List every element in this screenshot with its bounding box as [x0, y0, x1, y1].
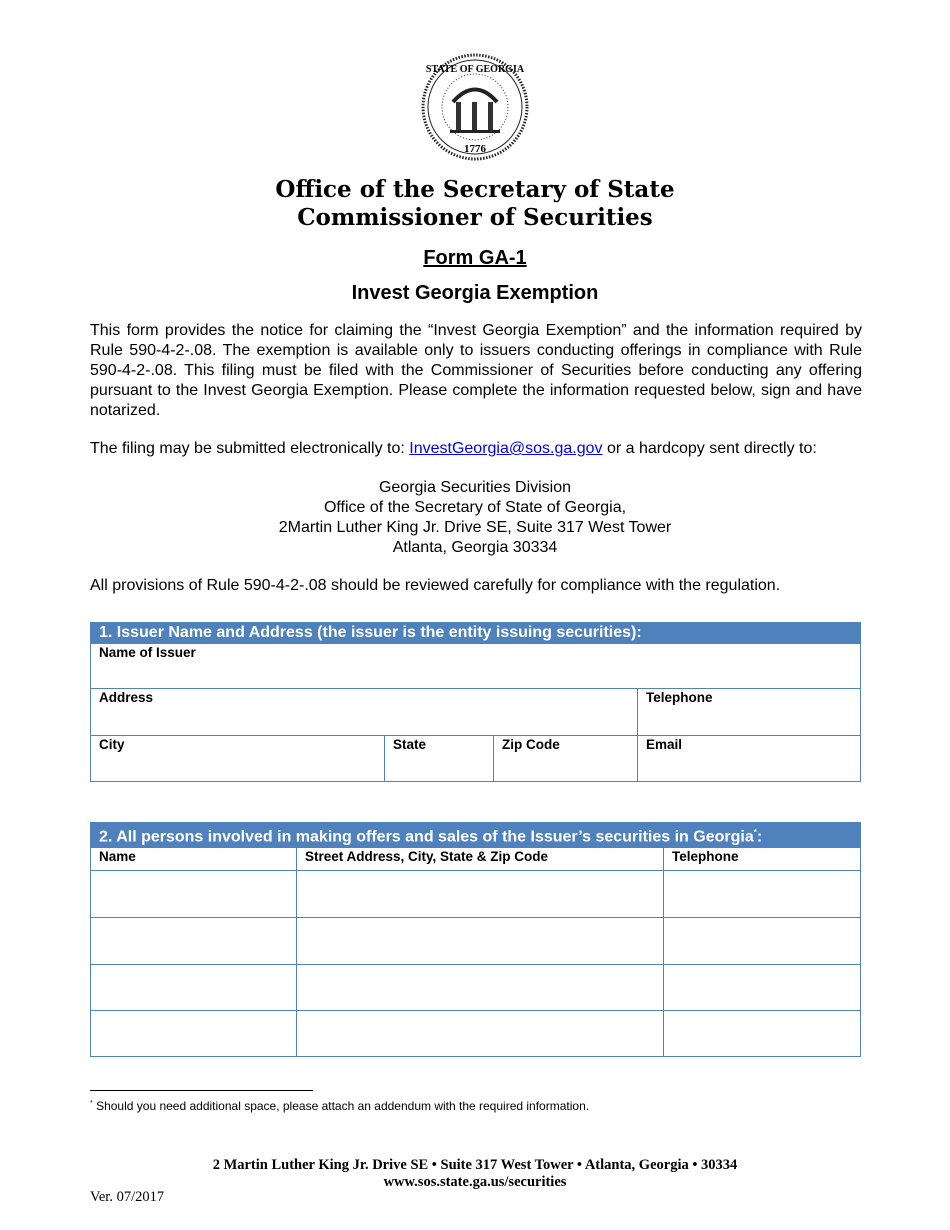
field-label: Telephone [646, 690, 713, 705]
address-cell[interactable] [297, 871, 664, 918]
mailing-address [0, 478, 950, 558]
footnote-text: Should you need additional space, please attach an addendum with the required information. [92, 1099, 590, 1113]
filing-text: The filing may be submitted electronically to: [90, 440, 410, 457]
section2-header [91, 823, 861, 848]
form-id: Form GA-1 [423, 247, 527, 269]
svg-text:STATE OF GEORGIA: STATE OF GEORGIA [425, 64, 525, 75]
footnote-divider [90, 1090, 313, 1091]
city-field[interactable] [91, 736, 385, 782]
intro-paragraph: This form provides the notice for claiming the “Invest Georgia Exemption” and the information required by Rule 590-4-2-.08. The exemption is available only to issuers conducting offerings in compliance with Rule 590-4-2-.08. This filing must be filed with the Commissioner of Securities before conducting any offering pursuant to the Invest Georgia Exemption. Please complete the information requested below, sign and have notarized. [90, 322, 862, 419]
footer-url: www.sos.state.ga.us/securities [383, 1174, 567, 1190]
address-cell[interactable] [297, 965, 664, 1011]
table-row [91, 918, 861, 965]
name-cell[interactable] [91, 918, 297, 965]
provisions-note: All provisions of Rule 590-4-2-.08 should be reviewed carefully for compliance with the regulation. [90, 577, 781, 594]
issuer-section-table [90, 622, 861, 782]
filing-text-after: or a hardcopy sent directly to: [602, 440, 817, 457]
commissioner-title: Commissioner of Securities [297, 204, 653, 231]
table-row [91, 871, 861, 918]
address-line: Atlanta, Georgia 30334 [392, 539, 558, 556]
name-cell[interactable] [91, 965, 297, 1011]
column-header-name: Name [91, 848, 297, 871]
footnote-mark: * [753, 828, 757, 837]
name-cell[interactable] [91, 871, 297, 918]
field-label: City [99, 737, 125, 752]
zip-field[interactable] [494, 736, 638, 782]
field-label: State [393, 737, 427, 752]
table-row [91, 965, 861, 1011]
address-line: 2Martin Luther King Jr. Drive SE, Suite 317 West Tower [278, 519, 672, 536]
telephone-cell[interactable] [664, 871, 861, 918]
address-cell[interactable] [297, 1011, 664, 1057]
office-title: Office of the Secretary of State [275, 176, 675, 203]
field-label: Email [646, 737, 683, 752]
name-cell[interactable] [91, 1011, 297, 1057]
section2-colon: : [756, 828, 763, 846]
telephone-cell[interactable] [664, 1011, 861, 1057]
section1-header: 1. Issuer Name and Address (the issuer is the entity issuing securities): [91, 623, 861, 644]
state-field[interactable] [385, 736, 494, 782]
email-field[interactable] [638, 736, 861, 782]
field-label: Address [99, 690, 154, 705]
email-link[interactable]: InvestGeorgia@sos.ga.gov [409, 440, 603, 457]
address-field[interactable] [91, 689, 638, 736]
table-row [91, 1011, 861, 1057]
footnote-mark: * [90, 1100, 93, 1107]
column-header-address: Street Address, City, State & Zip Code [297, 848, 664, 871]
svg-text:1776: 1776 [464, 143, 486, 155]
form-title: Invest Georgia Exemption [351, 282, 599, 304]
field-label: Name of Issuer [99, 645, 196, 660]
field-label: Zip Code [502, 737, 560, 752]
issuer-name-field[interactable] [91, 644, 861, 689]
address-line: Office of the Secretary of State of Georgia, [323, 499, 627, 516]
telephone-cell[interactable] [664, 965, 861, 1011]
telephone-field[interactable] [638, 689, 861, 736]
address-cell[interactable] [297, 918, 664, 965]
footnote [90, 1099, 589, 1113]
section2-title: 2. All persons involved in making offers and sales of the Issuer’s securities in Georgia [99, 828, 754, 846]
georgia-seal-logo [420, 52, 530, 162]
persons-section-table [90, 822, 861, 1057]
address-line: Georgia Securities Division [378, 479, 572, 496]
filing-instructions [90, 439, 862, 459]
telephone-cell[interactable] [664, 918, 861, 965]
column-header-telephone: Telephone [664, 848, 861, 871]
version-label: Ver. 07/2017 [90, 1189, 165, 1205]
footer-address: 2 Martin Luther King Jr. Drive SE • Suite 317 West Tower • Atlanta, Georgia • 30334 [212, 1157, 738, 1173]
footer [0, 1157, 950, 1191]
